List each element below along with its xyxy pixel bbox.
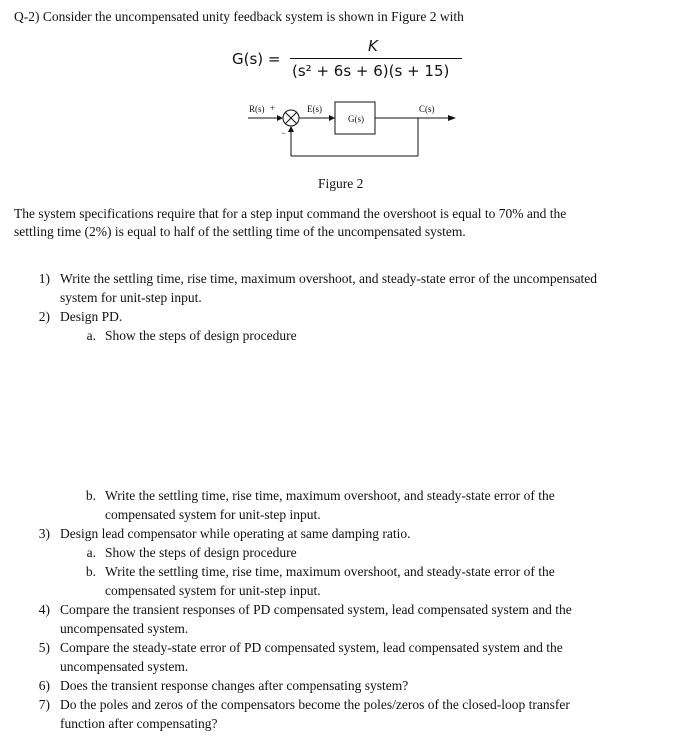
item-5-line-2: uncompensated system.: [60, 659, 189, 674]
item-3-number: 3): [38, 526, 50, 541]
item-4-number: 4): [38, 602, 50, 617]
fraction-bar: [290, 58, 462, 59]
item-3b-line-1: Write the settling time, rise time, maximum overshoot, and steady-state error of the: [105, 564, 555, 579]
item-3a-letter: a.: [86, 545, 96, 560]
item-7-line-2: function after compensating?: [60, 716, 218, 731]
item-6-number: 6): [38, 678, 50, 693]
item-2b-line-1: Write the settling time, rise time, maximum overshoot, and steady-state error of the: [105, 488, 555, 503]
item-2b-line-2: compensated system for unit-step input.: [105, 507, 321, 522]
item-3b-line-2: compensated system for unit-step input.: [105, 583, 321, 598]
item-7-line-1: Do the poles and zeros of the compensators become the poles/zeros of the closed-loop transfer: [60, 697, 570, 712]
item-2a-letter: a.: [86, 328, 96, 343]
item-2-number: 2): [38, 309, 50, 324]
item-3a-line-1: Show the steps of design procedure: [105, 545, 297, 560]
spec-line-2: settling time (2%) is equal to half of the settling time of the uncompensated system.: [14, 224, 466, 239]
error-label: E(s): [307, 104, 322, 114]
item-4-line-2: uncompensated system.: [60, 621, 189, 636]
block-label: G(s): [348, 114, 364, 124]
item-1-number: 1): [38, 271, 50, 286]
item-1-line-2: system for unit-step input.: [60, 290, 202, 305]
item-4-line-1: Compare the transient responses of PD compensated system, lead compensated system and the: [60, 602, 572, 617]
item-2b-letter: b.: [85, 488, 96, 503]
equation-lhs: G(s) =: [232, 50, 281, 68]
item-6-line-1: Does the transient response changes after compensating system?: [60, 678, 409, 693]
item-5-number: 5): [38, 640, 50, 655]
question-header: Q-2) Consider the uncompensated unity feedback system is shown in Figure 2 with: [14, 9, 464, 24]
item-3-line-1: Design lead compensator while operating at same damping ratio.: [60, 526, 411, 541]
item-1-line-1: Write the settling time, rise time, maximum overshoot, and steady-state error of the uncompensated: [60, 271, 598, 286]
item-7-number: 7): [38, 697, 50, 712]
spec-line-1: The system specifications require that for a step input command the overshoot is equal to 70% and the: [14, 206, 567, 221]
item-5-line-1: Compare the steady-state error of PD compensated system, lead compensated system and the: [60, 640, 563, 655]
plus-sign: +: [270, 103, 276, 113]
item-2-line-1: Design PD.: [60, 309, 123, 324]
item-3b-letter: b.: [85, 564, 96, 579]
output-label: C(s): [419, 104, 435, 114]
equation-numerator: K: [368, 37, 378, 55]
equation-denominator: (s² + 6s + 6)(s + 15): [292, 62, 450, 80]
minus-sign: −: [281, 128, 287, 138]
input-label: R(s): [249, 104, 265, 114]
item-2a-line-1: Show the steps of design procedure: [105, 328, 297, 343]
figure-caption: Figure 2: [318, 176, 364, 191]
